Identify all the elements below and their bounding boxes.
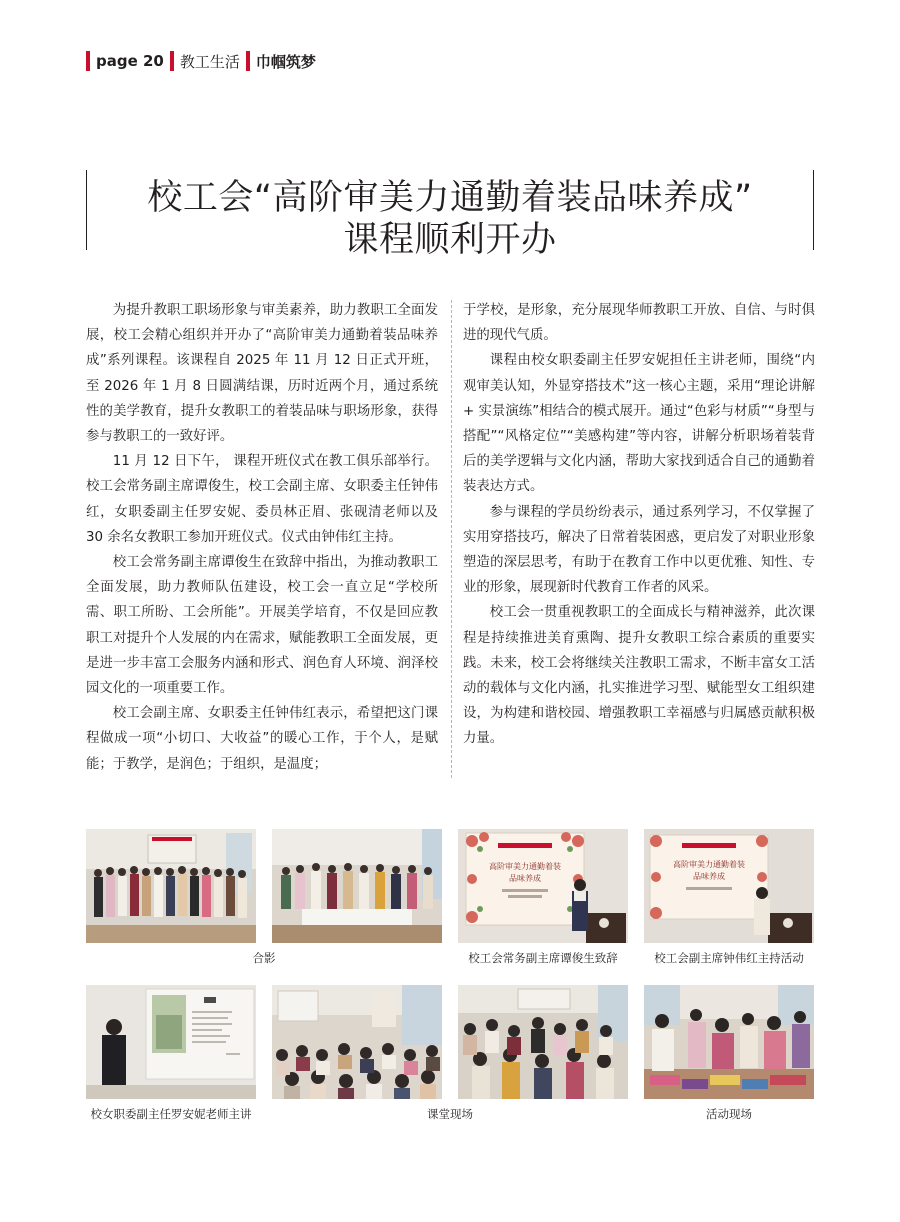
caption-host: 校工会副主席钟伟红主持活动 [654, 951, 804, 965]
caption-lecturer: 校女职委副主任罗安妮老师主讲 [90, 1107, 252, 1121]
activity-photo [644, 985, 814, 1099]
speech-photo [458, 829, 628, 943]
page-number: page 20 [96, 52, 164, 70]
paragraph: 于学校，是形象，充分展现华师教职工开放、自信、与时俱进的现代气质。 [463, 303, 815, 344]
paragraph: 参与课程的学员纷纷表示，通过系列学习，不仅掌握了实用穿搭技巧，解决了日常着装困惑，更启发了对职业形象塑造的深层思考，有助于在教育工作中以更优雅、知性、专业的形象，展现新时代教育工作者的风采。 [463, 504, 815, 596]
banner-text: 高阶审美力通勤着装 [673, 860, 745, 869]
group-photo-2 [272, 829, 442, 943]
banner-text: 品味养成 [693, 872, 725, 881]
article-title [86, 168, 814, 260]
classroom-photo-2 [458, 985, 628, 1099]
caption-group-photo: 合影 [252, 951, 276, 965]
title-line-2: 课程顺利开办 [343, 220, 557, 260]
banner-text: 品味养成 [509, 874, 541, 883]
article-column-right [463, 298, 815, 752]
lecturer-photo [86, 985, 256, 1099]
group-photo [86, 829, 256, 943]
column-divider [451, 300, 452, 778]
paragraph: 课程由校女职委副主任罗安妮担任主讲老师，围绕“内观审美认知，外显穿搭技术”这一核心主题，采用“理论讲解 + 实景演练”相结合的模式展开。通过“色彩与材质”“身型与搭配”“风格定位”“美感构建”等内容，讲解分析职场着装背后的美学逻辑与文化内涵，帮助大家找到适合自己的通勤着装表达方式。 [463, 353, 815, 495]
header-accent-bar [246, 51, 250, 71]
article-column-left [86, 298, 438, 777]
caption-activity: 活动现场 [706, 1107, 752, 1121]
header-accent-bar [86, 51, 90, 71]
section-name: 教工生活 [179, 52, 240, 71]
paragraph: 校工会副主席、女职委主任钟伟红表示，希望把这门课程做成一项“小切口、大收益”的暖心工作，于个人，是赋能；于教学，是润色；于组织，是温度； [86, 706, 438, 772]
paragraph: 校工会一贯重视教职工的全面成长与精神滋养，此次课程是持续推进美育熏陶、提升女教职工综合素质的重要实践。未来，校工会将继续关注教职工需求，不断丰富女工活动的载体与文化内涵，扎实推进学习型、赋能型女工组织建设，为构建和谐校园、增强教职工幸福感与归属感贡献积极力量。 [463, 605, 815, 747]
host-photo [644, 829, 814, 943]
classroom-photo-1 [272, 985, 442, 1099]
paragraph: 为提升教职工职场形象与审美素养，助力教职工全面发展，校工会精心组织并开办了“高阶审美力通勤着装品味养成”系列课程。该课程自 2025 年 11 月 12 日正式开班，至 2026 年 1 月 8 日圆满结课，历时近两个月，通过系统性的美学教育，提升女教职工的着装品味与职场形象，获得参与教职工的一致好评。 [86, 303, 438, 445]
column-name: 巾帼筑梦 [255, 52, 316, 71]
caption-classroom: 课堂现场 [427, 1107, 473, 1121]
caption-speech: 校工会常务副主席谭俊生致辞 [468, 951, 618, 965]
banner-text: 高阶审美力通勤着装 [489, 862, 561, 871]
header-accent-bar [170, 51, 174, 71]
paragraph: 校工会常务副主席谭俊生在致辞中指出，为推动教职工全面发展，助力教师队伍建设，校工会一直立足“学校所需、职工所盼、工会所能”。开展美学培育，不仅是回应教职工对提升个人发展的内在需求，赋能教职工全面发展，更是进一步丰富工会服务内涵和形式、润色育人环境、润泽校园文化的一项重要工作。 [86, 555, 438, 697]
page-header [86, 50, 322, 72]
paragraph: 11 月 12 日下午， 课程开班仪式在教工俱乐部举行。校工会常务副主席谭俊生，校工会副主席、女职委主任钟伟红，女职委副主任罗安妮、委员林正眉、张砚清老师以及 30 余名女教职工参加开班仪式。仪式由钟伟红主持。 [86, 454, 438, 545]
title-line-1: 校工会“高阶审美力通勤着装品味养成” [147, 178, 753, 218]
